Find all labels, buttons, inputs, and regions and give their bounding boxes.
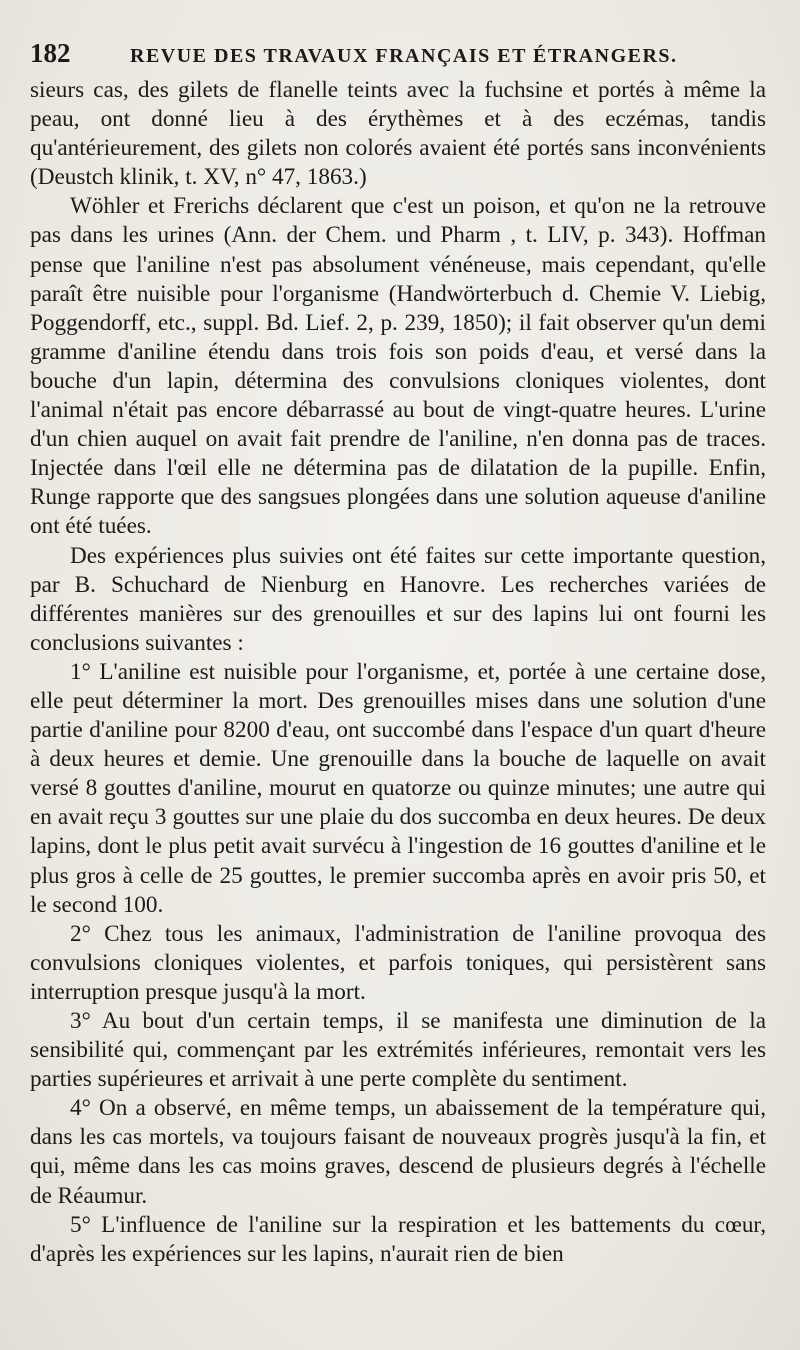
conclusion-1: 1° L'aniline est nuisible pour l'organisme, et, portée à une certaine dose, elle peut déterminer la mort. Des grenouilles mises dans une solution d'une partie d'aniline pour 8200 d'eau, ont succombé dans l'espace d'un quart d'heure à deux heures et demie. Une grenouille dans la bouche de laquelle on avait versé 8 gouttes d'aniline, mourut en quatorze ou quinze minutes; une autre qui en avait reçu 3 gouttes sur une plaie du dos succomba en deux heures. De deux lapins, dont le plus petit avait survécu à l'ingestion de 16 gouttes d'aniline et le plus gros à celle de 25 gouttes, le premier succomba après en avoir pris 50, et le second 100. bbox=[30, 658, 766, 918]
paragraph-schuchard: Des expériences plus suivies ont été faites sur cette importante question, par B. Schuchard de Nienburg en Hanovre. Les recherches variées de différentes manières sur des grenouilles et sur des lapins lui ont fourni les conclusions suivantes : bbox=[30, 542, 766, 656]
conclusion-3: 3° Au bout d'un certain temps, il se manifesta une diminution de la sensibilité qui, commençant par les extrémités inférieures, remontait vers les parties supérieures et arrivait à une perte complète du sentiment. bbox=[30, 1008, 766, 1093]
paragraph-continuation: sieurs cas, des gilets de flanelle teints avec la fuchsine et portés à même la peau, ont donné lieu à des érythèmes et à des eczémas, tandis qu'antérieurement, des gilets non colorés avaient été portés sans inconvénients (Deustch klinik, t. XV, n° 47, 1863.) bbox=[30, 77, 766, 191]
conclusion-4: 4° On a observé, en même temps, un abaissement de la température qui, dans les cas mortels, va toujours faisant de nouveaux progrès jusqu'à la fin, et qui, même dans les cas moins graves, descend de plusieurs degrés à l'échelle de Réaumur. bbox=[30, 1095, 766, 1209]
conclusion-5: 5° L'influence de l'aniline sur la respiration et les battements du cœur, d'après les expériences sur les lapins, n'aurait rien de bien bbox=[30, 1211, 766, 1267]
page-number: 182 bbox=[30, 38, 71, 68]
body-text bbox=[30, 76, 766, 1269]
running-header bbox=[30, 38, 766, 72]
conclusion-2: 2° Chez tous les animaux, l'administration de l'aniline provoqua des convulsions cloniques violentes, et parfois toniques, qui persistèrent sans interruption presque jusqu'à la mort. bbox=[30, 920, 766, 1005]
journal-title: REVUE DES TRAVAUX FRANÇAIS ET ÉTRANGERS. bbox=[130, 45, 678, 67]
paragraph-wohler-frerichs: Wöhler et Frerichs déclarent que c'est un poison, et qu'on ne la retrouve pas dans les urines (Ann. der Chem. und Pharm , t. LIV, p. 343). Hoffman pense que l'aniline n'est pas absolument vénéneuse, mais cependant, qu'elle paraît être nuisible pour l'organisme (Handwörterbuch d. Chemie V. Liebig, Poggendorff, etc., suppl. Bd. Lief. 2, p. 239, 1850); il fait observer qu'un demi gramme d'aniline étendu dans trois fois son poids d'eau, et versé dans la bouche d'un lapin, détermina des convulsions cloniques violentes, dont l'animal n'était pas encore débarrassé au bout de vingt-quatre heures. L'urine d'un chien auquel on avait fait prendre de l'aniline, n'en donna pas de traces. Injectée dans l'œil elle ne détermina pas de dilatation de la pupille. Enfin, Runge rapporte que des sangsues plongées dans une solution aqueuse d'aniline ont été tuées. bbox=[30, 193, 766, 540]
